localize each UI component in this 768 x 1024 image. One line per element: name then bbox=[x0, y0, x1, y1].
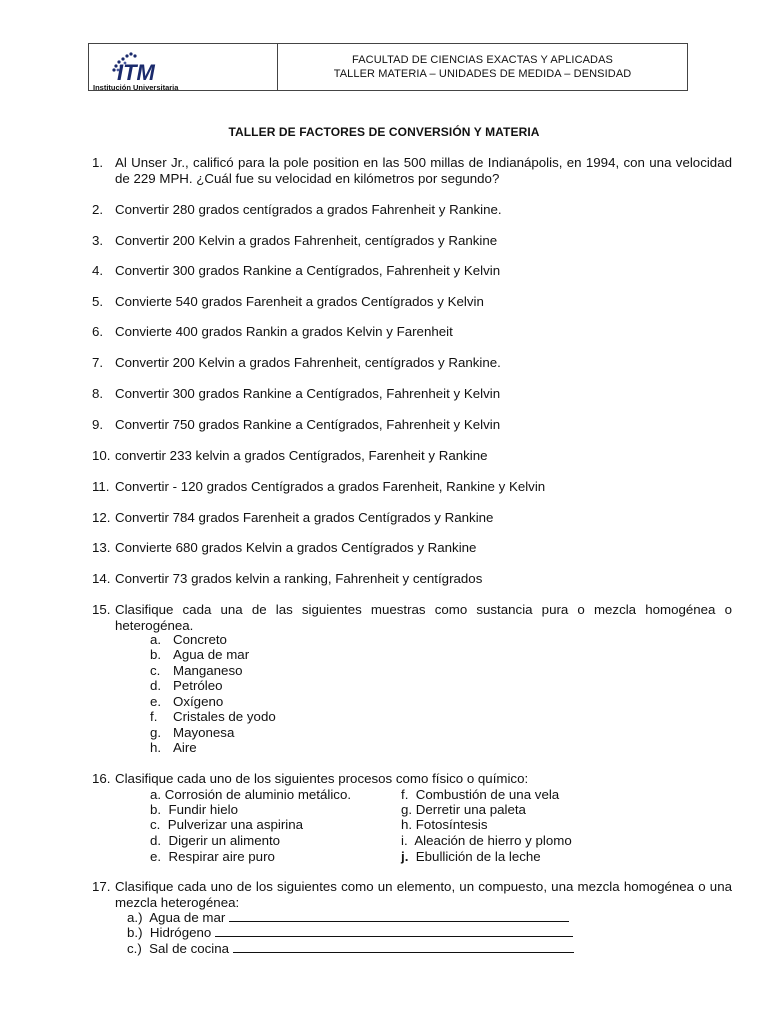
question-16 bbox=[92, 771, 732, 787]
list-item: g. Derretir una paleta bbox=[401, 802, 526, 817]
question-number: 1. bbox=[92, 155, 104, 170]
list-item: h. Fotosíntesis bbox=[401, 817, 488, 832]
question-2 bbox=[92, 202, 732, 218]
list-item: e. Respirar aire puro bbox=[150, 849, 275, 864]
document-header bbox=[88, 43, 688, 91]
list-item: c. Pulverizar una aspirina bbox=[150, 817, 303, 832]
answer-blank[interactable] bbox=[215, 925, 573, 937]
question-text: Clasifique cada uno de los siguientes como un elemento, un compuesto, una mezcla homogénea o una mezcla heterogénea: bbox=[115, 879, 732, 910]
logo-cell bbox=[89, 44, 278, 90]
question-text: Al Unser Jr., calificó para la pole position en las 500 millas de Indianápolis, en 1994, con una velocidad de 229 MPH. ¿Cuál fue su velocidad en kilómetros por segundo? bbox=[115, 155, 732, 186]
question-text: Clasifique cada uno de los siguientes procesos como físico o químico: bbox=[115, 771, 529, 786]
question-text: Convertir 200 Kelvin a grados Fahrenheit, centígrados y Rankine. bbox=[115, 355, 501, 370]
question-text: Convertir 300 grados Rankine a Centígrados, Fahrenheit y Kelvin bbox=[115, 386, 501, 401]
question-number: 13. bbox=[92, 540, 111, 555]
question-number: 17. bbox=[92, 879, 111, 894]
question-number: 3. bbox=[92, 233, 104, 248]
question-number: 5. bbox=[92, 294, 104, 309]
question-11 bbox=[92, 479, 732, 495]
document-title: TALLER DE FACTORES DE CONVERSIÓN Y MATERIA bbox=[228, 125, 540, 139]
list-item: c. Manganeso bbox=[150, 663, 243, 678]
question-number: 16. bbox=[92, 771, 111, 786]
question-number: 9. bbox=[92, 417, 104, 432]
header-line-2: TALLER MATERIA – UNIDADES DE MEDIDA – DENSIDAD bbox=[333, 68, 632, 80]
question-17 bbox=[92, 879, 732, 910]
answer-blank[interactable] bbox=[229, 910, 569, 922]
question-text: Convierte 400 grados Rankin a grados Kelvin y Farenheit bbox=[115, 324, 453, 339]
list-item: e. Oxígeno bbox=[150, 694, 224, 709]
answer-line-item: c.) Sal de cocina bbox=[127, 941, 574, 957]
logo-text: ITM bbox=[117, 60, 155, 85]
question-text: Convertir 750 grados Rankine a Centígrados, Fahrenheit y Kelvin bbox=[115, 417, 501, 432]
question-number: 7. bbox=[92, 355, 104, 370]
question-14 bbox=[92, 571, 732, 587]
question-text: Convierte 680 grados Kelvin a grados Centígrados y Rankine bbox=[115, 540, 477, 555]
question-number: 11. bbox=[92, 479, 110, 494]
question-number: 15. bbox=[92, 602, 111, 617]
question-7 bbox=[92, 355, 732, 371]
question-text: Convertir 300 grados Rankine a Centígrados, Fahrenheit y Kelvin bbox=[115, 263, 501, 278]
question-9 bbox=[92, 417, 732, 433]
question-number: 4. bbox=[92, 263, 104, 278]
question-10 bbox=[92, 448, 732, 464]
question-1 bbox=[92, 155, 732, 186]
question-8 bbox=[92, 386, 732, 402]
question-13 bbox=[92, 540, 732, 556]
list-item: h. Aire bbox=[150, 740, 197, 755]
question-text: convertir 233 kelvin a grados Centígrados, Farenheit y Rankine bbox=[115, 448, 488, 463]
question-number: 6. bbox=[92, 324, 104, 339]
question-number: 14. bbox=[92, 571, 111, 586]
list-item: a. Corrosión de aluminio metálico. bbox=[150, 787, 352, 802]
question-text: Convertir - 120 grados Centígrados a grados Farenheit, Rankine y Kelvin bbox=[115, 479, 546, 494]
answer-line-item: b.) Hidrógeno bbox=[127, 925, 573, 941]
list-item: f. Cristales de yodo bbox=[150, 709, 276, 724]
answer-blank[interactable] bbox=[233, 941, 574, 953]
list-item: b. Agua de mar bbox=[150, 647, 250, 662]
question-5 bbox=[92, 294, 732, 310]
logo-subtext: Institución Universitaria bbox=[93, 83, 179, 90]
list-item: j. Ebullición de la leche bbox=[401, 849, 541, 864]
question-15 bbox=[92, 602, 732, 633]
question-text: Convertir 73 grados kelvin a ranking, Fahrenheit y centígrados bbox=[115, 571, 483, 586]
itm-logo bbox=[91, 48, 275, 90]
question-number: 8. bbox=[92, 386, 104, 401]
list-item: g. Mayonesa bbox=[150, 725, 235, 740]
header-title-cell bbox=[278, 44, 687, 90]
list-item: i. Aleación de hierro y plomo bbox=[401, 833, 572, 848]
list-item: b. Fundir hielo bbox=[150, 802, 238, 817]
answer-line-item: a.) Agua de mar bbox=[127, 910, 569, 926]
question-text: Clasifique cada una de las siguientes muestras como sustancia pura o mezcla homogénea o heterogénea. bbox=[115, 602, 732, 633]
question-3 bbox=[92, 233, 732, 249]
list-item: d. Petróleo bbox=[150, 678, 223, 693]
list-item: a. Concreto bbox=[150, 632, 227, 647]
question-text: Convierte 540 grados Farenheit a grados Centígrados y Kelvin bbox=[115, 294, 484, 309]
question-6 bbox=[92, 324, 732, 340]
question-number: 2. bbox=[92, 202, 104, 217]
question-12 bbox=[92, 510, 732, 526]
question-text: Convertir 280 grados centígrados a grados Fahrenheit y Rankine. bbox=[115, 202, 502, 217]
question-text: Convertir 784 grados Farenheit a grados Centígrados y Rankine bbox=[115, 510, 494, 525]
question-text: Convertir 200 Kelvin a grados Fahrenheit, centígrados y Rankine bbox=[115, 233, 498, 248]
list-item: d. Digerir un alimento bbox=[150, 833, 281, 848]
header-line-1: FACULTAD DE CIENCIAS EXACTAS Y APLICADAS bbox=[352, 54, 613, 66]
question-number: 10. bbox=[92, 448, 111, 463]
list-item: f. Combustión de una vela bbox=[401, 787, 560, 802]
question-4 bbox=[92, 263, 732, 279]
question-number: 12. bbox=[92, 510, 111, 525]
